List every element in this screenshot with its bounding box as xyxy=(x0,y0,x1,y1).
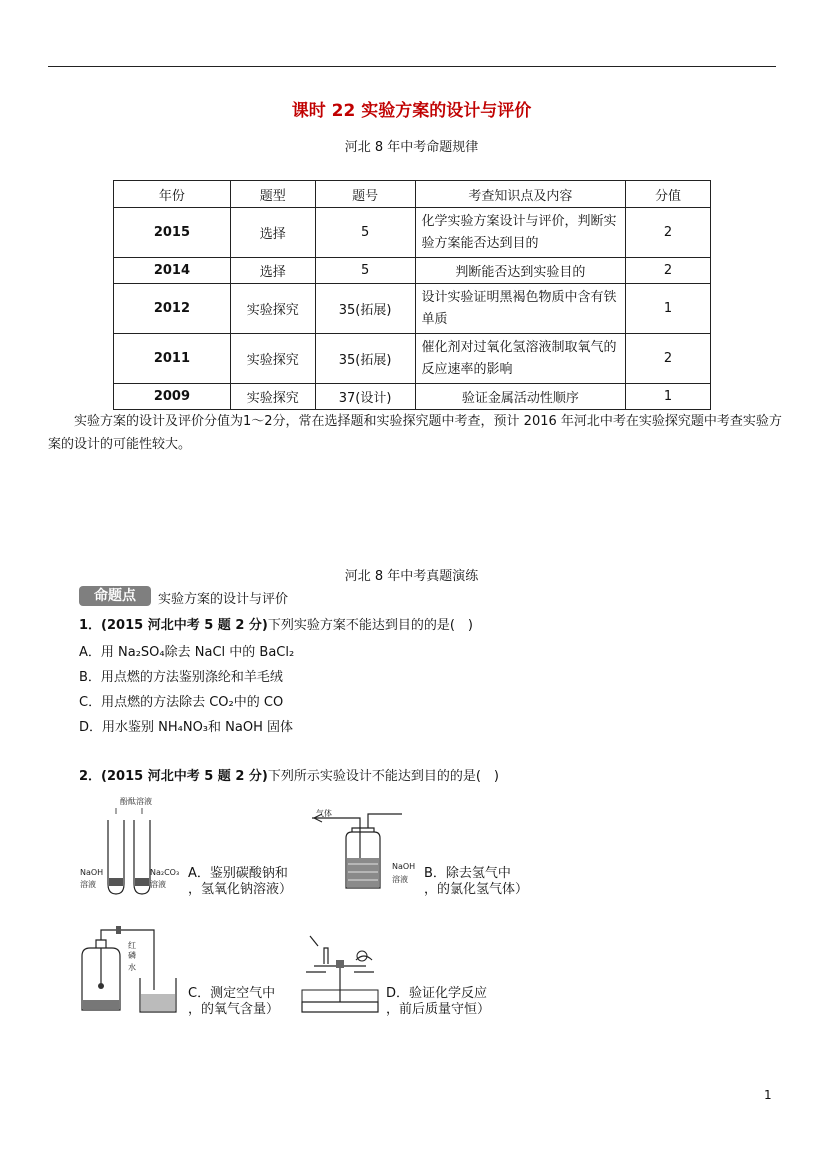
caption-c-line1: C．测定空气中 xyxy=(188,986,276,1001)
exam-rules-table xyxy=(113,180,711,410)
cell-year: 2014 xyxy=(114,258,231,284)
naoh-label: NaOH xyxy=(80,868,104,877)
table-row xyxy=(114,258,711,284)
option-c[interactable]: C．用点燃的方法除去 CO₂中的 CO xyxy=(79,695,284,710)
page-title: 课时 22 实验方案的设计与评价 xyxy=(291,101,532,121)
red-phosphorus-char2: 磷 xyxy=(128,951,136,960)
caption-a-line1: A．鉴别碳酸钠和 xyxy=(188,866,288,881)
option-b[interactable]: B．用点燃的方法鉴别涤纶和羊毛绒 xyxy=(79,670,283,685)
table-row xyxy=(114,384,711,410)
cell-type: 选择 xyxy=(230,258,315,284)
question-number: 1． xyxy=(79,618,102,633)
question-2 xyxy=(79,765,499,784)
cell-content: 验证金属活动性顺序 xyxy=(415,384,626,410)
red-phosphorus-char1: 红 xyxy=(128,941,136,950)
na2co3-solution-label: 溶液 xyxy=(150,880,166,889)
caption-a[interactable] xyxy=(188,866,292,898)
phenolphthalein-label: 酚酞溶液 xyxy=(120,797,152,806)
rules-subtitle: 河北 8 年中考命题规律 xyxy=(344,140,479,155)
question-number: 2． xyxy=(79,769,102,784)
question-stem: 下列实验方案不能达到目的的是( ) xyxy=(267,618,473,633)
caption-b[interactable] xyxy=(424,866,528,898)
question-1 xyxy=(79,614,473,633)
option-a[interactable]: A．用 Na₂SO₄除去 NaCl 中的 BaCl₂ xyxy=(79,645,295,660)
cell-year: 2012 xyxy=(114,284,231,334)
caption-d-line2: ，前后质量守恒） xyxy=(386,1002,491,1017)
cell-year: 2011 xyxy=(114,334,231,384)
cell-score: 2 xyxy=(626,334,711,384)
cell-content: 判断能否达到实验目的 xyxy=(415,258,626,284)
topic-badge: 命题点 xyxy=(79,586,151,606)
cell-year: 2009 xyxy=(114,384,231,410)
cell-type: 实验探究 xyxy=(230,334,315,384)
practice-subtitle: 河北 8 年中考真题演练 xyxy=(344,569,479,584)
cell-number: 35(拓展) xyxy=(315,284,415,334)
question-source: (2015 河北中考 5 题 2 分) xyxy=(101,769,268,784)
cell-type: 实验探究 xyxy=(230,284,315,334)
table-header-row xyxy=(114,181,711,208)
cell-content: 催化剂对过氧化氢溶液制取氧气的反应速率的影响 xyxy=(415,334,626,384)
cell-content: 化学实验方案设计与评价，判断实验方案能否达到目的 xyxy=(415,208,626,258)
cell-score: 2 xyxy=(626,208,711,258)
topic-label: 实验方案的设计与评价 xyxy=(158,592,289,607)
col-year: 年份 xyxy=(114,181,231,208)
col-number: 题号 xyxy=(315,181,415,208)
cell-score: 1 xyxy=(626,384,711,410)
gas-label: 气体 xyxy=(316,809,332,818)
balance-figure xyxy=(294,926,386,1016)
col-score: 分值 xyxy=(626,181,711,208)
cell-score: 1 xyxy=(626,284,711,334)
caption-c-line2: ，的氧气含量） xyxy=(188,1002,280,1017)
water-char: 水 xyxy=(128,963,136,972)
cell-score: 2 xyxy=(626,258,711,284)
caption-a-line2: ，氢氧化钠溶液） xyxy=(188,882,293,897)
cell-content: 设计实验证明黑褐色物质中含有铁单质 xyxy=(415,284,626,334)
caption-b-line2: ，的氯化氢气体） xyxy=(424,882,529,897)
naoh-label-b: NaOH xyxy=(392,862,416,871)
caption-c[interactable] xyxy=(188,986,279,1018)
col-type: 题型 xyxy=(230,181,315,208)
header-rule xyxy=(48,66,776,67)
cell-number: 5 xyxy=(315,258,415,284)
caption-b-line1: B．除去氢气中 xyxy=(424,866,511,881)
cell-type: 选择 xyxy=(230,208,315,258)
cell-number: 5 xyxy=(315,208,415,258)
page-number: 1 xyxy=(764,1088,772,1102)
cell-number: 35(拓展) xyxy=(315,334,415,384)
cell-number: 37(设计) xyxy=(315,384,415,410)
question-source: (2015 河北中考 5 题 2 分) xyxy=(101,618,268,633)
cell-type: 实验探究 xyxy=(230,384,315,410)
table-row xyxy=(114,284,711,334)
option-d[interactable]: D．用水鉴别 NH₄NO₃和 NaOH 固体 xyxy=(79,720,293,735)
table-row xyxy=(114,208,711,258)
caption-d-line1: D．验证化学反应 xyxy=(386,986,488,1001)
naoh-solution-label: 溶液 xyxy=(80,880,96,889)
na2co3-label: Na₂CO₃ xyxy=(150,868,180,877)
cell-year: 2015 xyxy=(114,208,231,258)
caption-d[interactable] xyxy=(386,986,490,1018)
naoh-solution-label-b: 溶液 xyxy=(392,875,408,884)
table-row xyxy=(114,334,711,384)
col-content: 考查知识点及内容 xyxy=(415,181,626,208)
summary-paragraph: 实验方案的设计及评价分值为1～2分，常在选择题和实验探究题中考查，预计 2016 年河北中考在实验探究题中考查实验方案的设计的可能性较大。 xyxy=(48,414,782,452)
question-stem: 下列所示实验设计不能达到目的的是( ) xyxy=(267,769,499,784)
